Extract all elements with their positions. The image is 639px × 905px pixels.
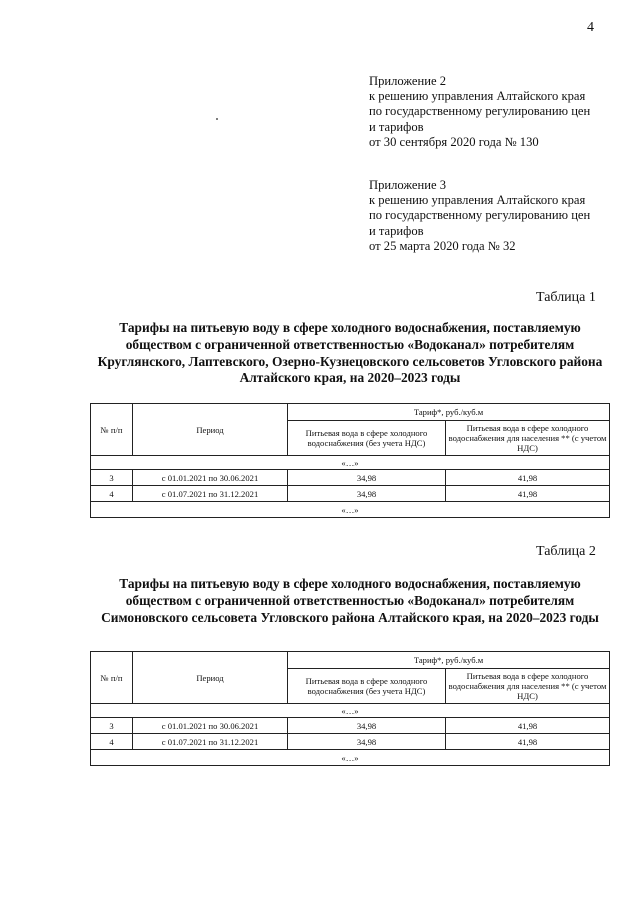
appendix-line: по государственному регулированию цен	[369, 104, 591, 119]
table-row	[91, 470, 610, 486]
row-value-without-vat: 34,98	[288, 734, 446, 750]
row-num: 3	[91, 718, 133, 734]
row-num: 4	[91, 486, 133, 502]
table-1-label: Таблица 1	[536, 290, 596, 305]
table-row	[91, 486, 610, 502]
row-value-without-vat: 34,98	[288, 718, 446, 734]
header-tariff: Тариф*, руб./куб.м	[288, 404, 610, 421]
appendix-line: и тарифов	[369, 119, 424, 134]
header-tariff: Тариф*, руб./куб.м	[288, 652, 610, 669]
appendix-line: от 30 сентября 2020 года № 130	[369, 134, 539, 149]
header-period: Период	[133, 404, 288, 456]
row-value-with-vat: 41,98	[446, 718, 610, 734]
tariff-table-1	[90, 403, 610, 518]
header-sub-with-vat: Питьевая вода в сфере холодного водоснабжения для населения ** (с учетом НДС)	[446, 669, 610, 704]
tariff-table-2	[90, 651, 610, 766]
appendix-line: к решению управления Алтайского края	[369, 193, 586, 208]
ellipsis-row: «…»	[91, 704, 610, 718]
table-2-title	[90, 576, 610, 626]
table-row	[91, 734, 610, 750]
title-line: Круглянского, Лаптевского, Озерно-Кузнецовского сельсоветов Угловского района	[97, 353, 603, 369]
appendix-line: к решению управления Алтайского края	[369, 89, 586, 104]
row-num: 4	[91, 734, 133, 750]
row-value-with-vat: 41,98	[446, 734, 610, 750]
appendix-2-header	[369, 74, 590, 150]
table-1-title	[90, 320, 610, 387]
header-sub-without-vat: Питьевая вода в сфере холодного водоснабжения (без учета НДС)	[288, 421, 446, 456]
scan-speck	[216, 118, 218, 120]
appendix-line: от 25 марта 2020 года № 32	[369, 238, 516, 253]
appendix-line: Приложение 3	[369, 178, 447, 192]
row-period: с 01.07.2021 по 31.12.2021	[133, 734, 288, 750]
row-value-without-vat: 34,98	[288, 470, 446, 486]
table-row	[91, 718, 610, 734]
header-period: Период	[133, 652, 288, 704]
appendix-3-header	[369, 178, 590, 254]
title-line: Алтайского края, на 2020–2023 годы	[239, 370, 461, 386]
row-period: с 01.07.2021 по 31.12.2021	[133, 486, 288, 502]
table-2-label: Таблица 2	[536, 544, 596, 559]
row-num: 3	[91, 470, 133, 486]
header-num: № п/п	[91, 404, 133, 456]
appendix-line: по государственному регулированию цен	[369, 208, 591, 223]
header-num: № п/п	[91, 652, 133, 704]
title-line: обществом с ограниченной ответственностью «Водоканал» потребителям	[125, 592, 575, 608]
header-sub-with-vat: Питьевая вода в сфере холодного водоснабжения для населения ** (с учетом НДС)	[446, 421, 610, 456]
row-period: с 01.01.2021 по 30.06.2021	[133, 470, 288, 486]
header-sub-without-vat: Питьевая вода в сфере холодного водоснабжения (без учета НДС)	[288, 669, 446, 704]
title-line: Симоновского сельсовета Угловского района Алтайского края, на 2020–2023 годы	[101, 609, 599, 625]
row-value-without-vat: 34,98	[288, 486, 446, 502]
row-value-with-vat: 41,98	[446, 486, 610, 502]
title-line: Тарифы на питьевую воду в сфере холодного водоснабжения, поставляемую	[119, 320, 581, 335]
appendix-line: Приложение 2	[369, 74, 447, 88]
title-line: обществом с ограниченной ответственностью «Водоканал» потребителям	[125, 336, 575, 352]
row-period: с 01.01.2021 по 30.06.2021	[133, 718, 288, 734]
row-value-with-vat: 41,98	[446, 470, 610, 486]
ellipsis-row: «…»	[91, 502, 610, 518]
title-line: Тарифы на питьевую воду в сфере холодного водоснабжения, поставляемую	[119, 576, 581, 591]
page-number: 4	[587, 20, 594, 35]
ellipsis-row: «…»	[91, 750, 610, 766]
appendix-line: и тарифов	[369, 223, 424, 238]
ellipsis-row: «…»	[91, 456, 610, 470]
